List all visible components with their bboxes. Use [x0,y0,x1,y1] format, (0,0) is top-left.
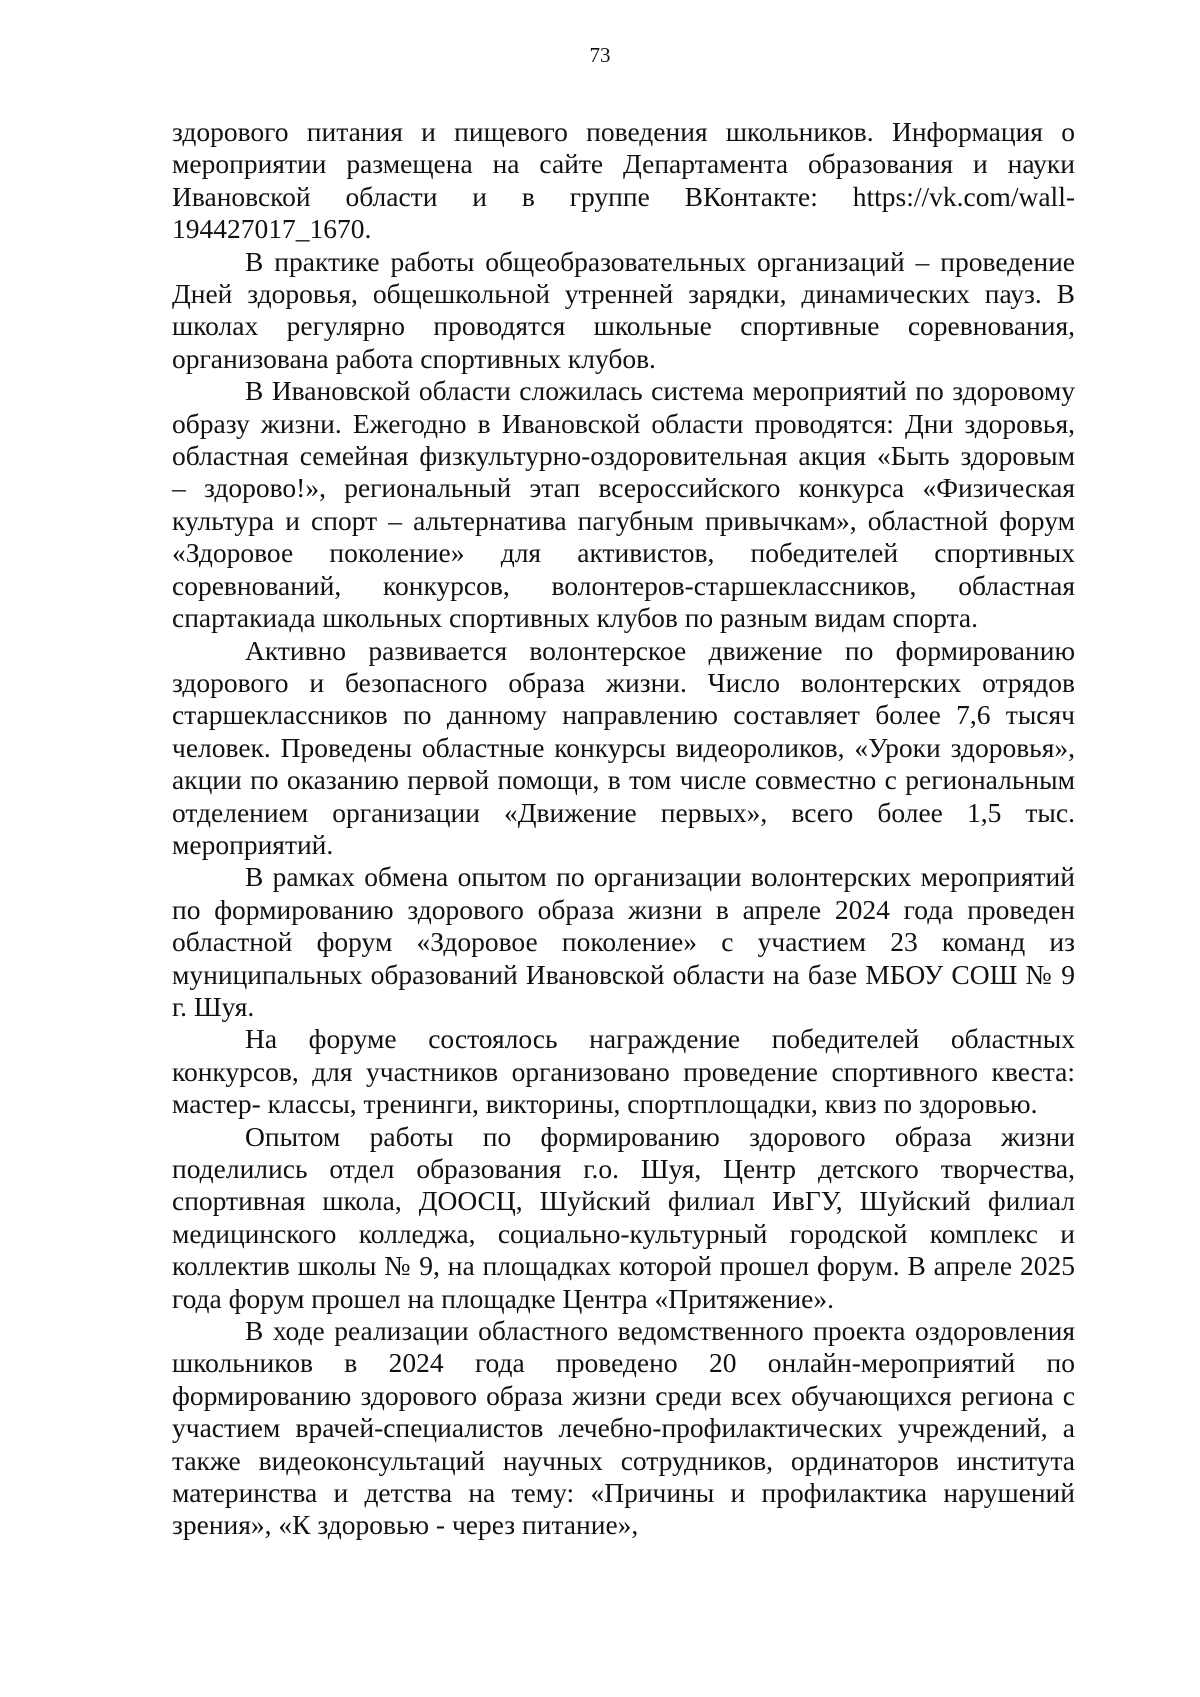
paragraph-forum-2024: В рамках обмена опытом по организации волонтерских мероприятий по формированию здорового образа жизни в апреле 2024 года проведен областной форум «Здоровое поколение» с участием 23 команд из муниципальных образований Ивановской области на базе МБОУ СОШ № 9 г. Шуя. [172,861,1075,1022]
paragraph-health-project: В ходе реализации областного ведомственного проекта оздоровления школьников в 2024 года проведено 20 онлайн-мероприятий по формированию здорового образа жизни среди всех обучающихся региона с участием врачей-специалистов лечебно-профилактических учреждений, а также видеоконсультаций научных сотрудников, ординаторов института материнства и детства на тему: «Причины и профилактика нарушений зрения», «К здоровью - через питание», [172,1315,1075,1541]
document-body [172,116,1075,1542]
paragraph-healthy-nutrition-info: здорового питания и пищевого поведения школьников. Информация о мероприятии размещена на сайте Департамента образования и науки Ивановской области и в группе ВКонтакте: https://vk.com/wall-194427017_1670. [172,116,1075,245]
paragraph-school-practice: В практике работы общеобразовательных организаций – проведение Дней здоровья, общешкольной утренней зарядки, динамических пауз. В школах регулярно проводятся школьные спортивные соревнования, организована работа спортивных клубов. [172,245,1075,374]
page-number: 73 [589,43,611,67]
paragraph-volunteer-movement: Активно развивается волонтерское движение по формированию здорового и безопасного образа жизни. Число волонтерских отрядов старшеклассников по данному направлению составляет более 7,6 тысяч человек. Проведены областные конкурсы видеороликов, «Уроки здоровья», акции по оказанию первой помощи, в том числе совместно с региональным отделением организации «Движение первых», всего более 1,5 тыс. мероприятий. [172,634,1075,860]
paragraph-experience-sharing: Опытом работы по формированию здорового образа жизни поделились отдел образования г.о. Шуя, Центр детского творчества, спортивная школа, ДООСЦ, Шуйский филиал ИвГУ, Шуйский филиал медицинского колледжа, социально-культурный городской комплекс и коллектив школы № 9, на площадках которой прошел форум. В апреле 2025 года форум прошел на площадке Центра «Притяжение». [172,1120,1075,1314]
paragraph-event-system: В Ивановской области сложилась система мероприятий по здоровому образу жизни. Ежегодно в Ивановской области проводятся: Дни здоровья, областная семейная физкультурно-оздоровительная акция «Быть здоровым – здорово!», региональный этап всероссийского конкурса «Физическая культура и спорт – альтернатива пагубным привычкам», областной форум «Здоровое поколение» для активистов, победителей спортивных соревнований, конкурсов, волонтеров-старшеклассников, областная спартакиада школьных спортивных клубов по разным видам спорта. [172,375,1075,634]
paragraph-forum-awards: На форуме состоялось награждение победителей областных конкурсов, для участников организовано проведение спортивного квеста: мастер- классы, тренинги, викторины, спортплощадки, квиз по здоровью. [172,1023,1075,1120]
